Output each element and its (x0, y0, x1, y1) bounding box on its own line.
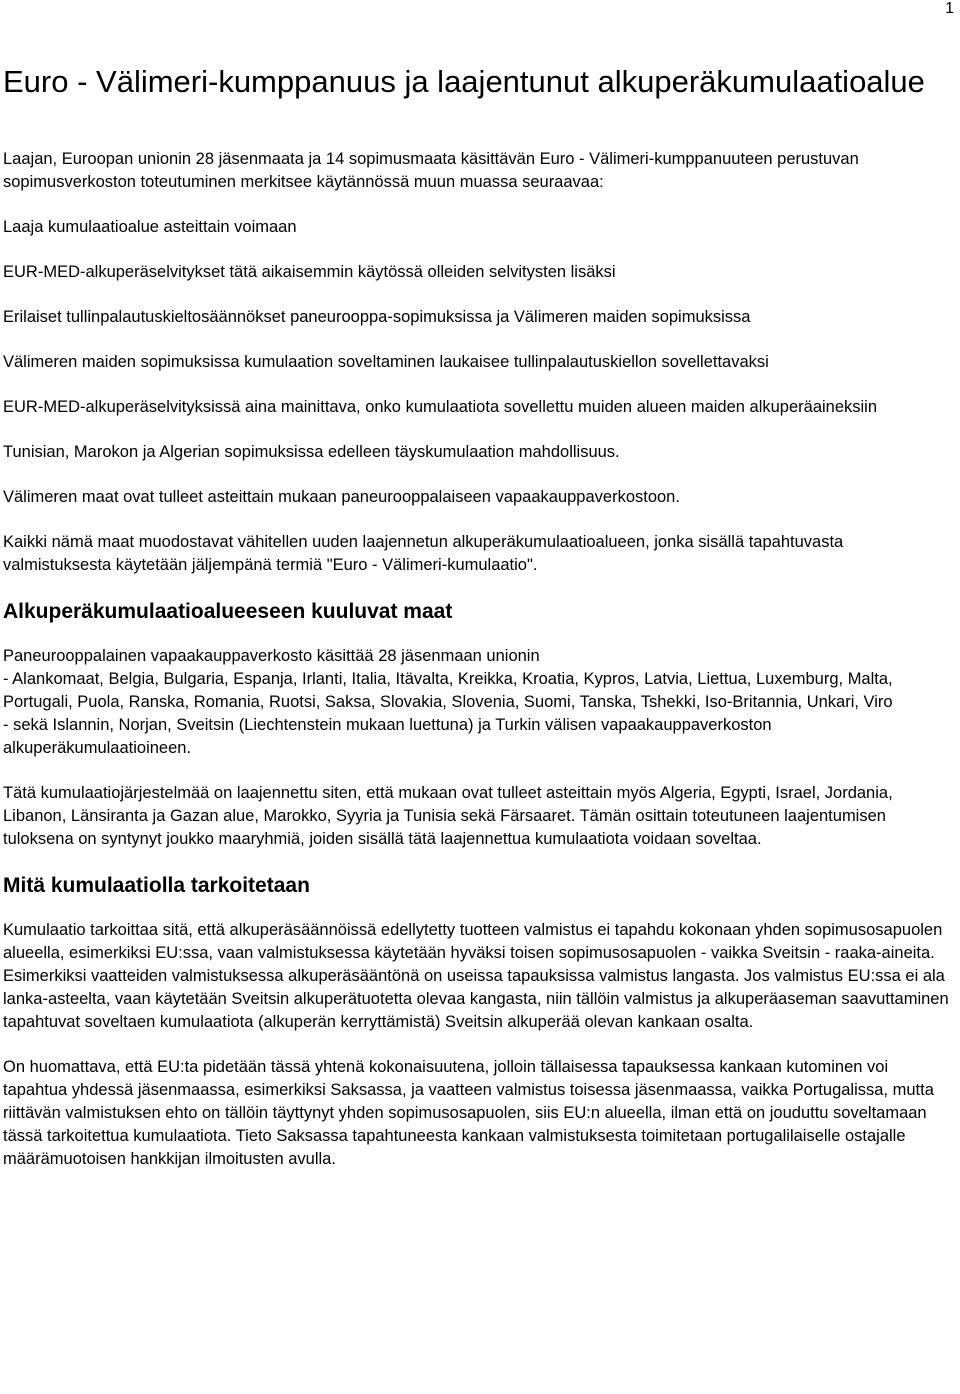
intro-point: Erilaiset tullinpalautuskieltosäännökset paneurooppa-sopimuksissa ja Välimeren maiden sopimuksissa (3, 308, 751, 326)
countries-line: - sekä Islannin, Norjan, Sveitsin (Liechtenstein mukaan luettuna) ja Turkin välisen vapaakauppaverkoston alkuperäkumulaatioineen. (3, 716, 772, 757)
intro-point: Välimeren maat ovat tulleet asteittain mukaan paneurooppalaiseen vapaakauppaverkostoon. (3, 488, 680, 506)
intro-point: Välimeren maiden sopimuksissa kumulaation soveltaminen laukaisee tullinpalautuskiellon sovellettavaksi (3, 353, 769, 371)
countries-paragraph: Tätä kumulaatiojärjestelmää on laajennettu siten, että mukaan ovat tulleet asteittain myös Algeria, Egypti, Israel, Jordania, Libanon, Länsiranta ja Gazan alue, Marokko, Syyria ja Tunisia sekä Färsaaret. Tämän osittain toteutuneen laajentumisen tuloksena on syntynyt joukko maaryhmiä, joiden sisällä tätä laajennettua kumulaatiota voidaan soveltaa. (3, 784, 893, 848)
intro-point: EUR-MED-alkuperäselvityksissä aina mainittava, onko kumulaatiota sovellettu muiden alueen maiden alkuperäaineksiin (3, 398, 878, 416)
countries-line: - Alankomaat, Belgia, Bulgaria, Espanja, Irlanti, Italia, Itävalta, Kreikka, Kroatia, Kypros, Latvia, Liettua, Luxemburg, Malta, Portugali, Puola, Ranska, Romania, Ruotsi, Saksa, Slovakia, Slovenia, Suomi, Tanska, Tshekki, Iso-Britannia, Unkari, Viro (3, 670, 893, 711)
meaning-paragraph: Kumulaatio tarkoittaa sitä, että alkuperäsäännöissä edellytetty tuotteen valmistus ei tapahdu kokonaan yhden sopimusosapuolen alueella, esimerkiksi EU:ssa, vaan valmistuksessa käytetään hyväksi toisen sopimusosapuolen - vaikka Sveitsin - raaka-aineita. Esimerkiksi vaatteiden valmistuksessa alkuperäsääntönä on useissa tapauksissa valmistus langasta. Jos valmistus EU:ssa ei ala lanka-asteelta, vaan käytetään Sveitsin alkuperätuotetta olevaa kangasta, niin tällöin valmistus ja alkuperäaseman saavuttaminen tapahtuvat soveltaen kumulaatiota (alkuperän kerryttämistä) Sveitsin alkuperää olevan kankaan osalta. (3, 921, 949, 1031)
section-heading-meaning: Mitä kumulaatiolla tarkoitetaan (3, 874, 310, 897)
intro-summary: Kaikki nämä maat muodostavat vähitellen uuden laajennetun alkuperäkumulaatioalueen, jonka sisällä tapahtuvasta valmistuksesta käytetään jäljempänä termiä "Euro - Välimeri-kumulaatio". (3, 533, 844, 574)
page-number: 1 (945, 0, 954, 17)
section-heading-countries: Alkuperäkumulaatioalueeseen kuuluvat maat (3, 600, 453, 623)
intro-point: Tunisian, Marokon ja Algerian sopimuksissa edelleen täyskumulaation mahdollisuus. (3, 443, 620, 461)
intro-point: EUR-MED-alkuperäselvitykset tätä aikaisemmin käytössä olleiden selvitysten lisäksi (3, 263, 616, 281)
meaning-paragraph: On huomattava, että EU:ta pidetään tässä yhtenä kokonaisuutena, jolloin tällaisessa tapauksessa kankaan kutominen voi tapahtua yhdessä jäsenmaassa, esimerkiksi Saksassa, ja vaatteen valmistus toisessa jäsenmaassa, vaikka Portugalissa, mutta riittävän valmistuksen ehto on tällöin täyttynyt yhden sopimusosapuolen, siis EU:n alueella, ilman että on jouduttu soveltamaan tässä tarkoitettua kumulaatiota. Tieto Saksassa tapahtuneesta kankaan valmistuksesta toimitetaan portugalilaiselle ostajalle määrämuotoisen hankkijan ilmoitusten avulla. (3, 1058, 934, 1168)
intro-lead: Laajan, Euroopan unionin 28 jäsenmaata ja 14 sopimusmaata käsittävän Euro - Välimeri-kumppanuuteen perustuvan sopimusverkoston toteutuminen merkitsee käytännössä muun muassa seuraavaa: (3, 150, 859, 191)
countries-line: Paneurooppalainen vapaakauppaverkosto käsittää 28 jäsenmaan unionin (3, 647, 540, 665)
intro-point: Laaja kumulaatioalue asteittain voimaan (3, 218, 297, 236)
document-body (3, 62, 953, 1193)
document-title: Euro - Välimeri-kumppanuus ja laajentunut alkuperäkumulaatioalue (3, 64, 925, 99)
